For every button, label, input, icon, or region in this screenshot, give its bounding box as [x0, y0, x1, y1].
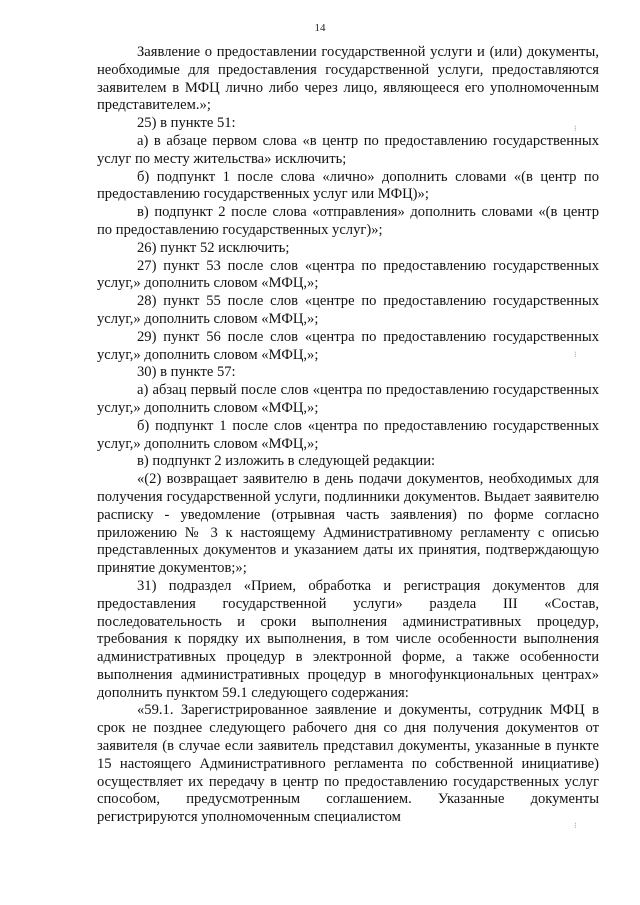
paragraph-item-25a: а) в абзаце первом слова «в центр по предоставлению государственных услуг по месту жительства» исключить;	[97, 132, 599, 167]
paragraph-item-30a: а) абзац первый после слов «центра по предоставлению государственных услуг,» дополнить словом «МФЦ,»;	[97, 382, 599, 416]
scan-speck: ⁝	[574, 124, 577, 133]
paragraph-item-30v: в) подпункт 2 изложить в следующей редакции:	[137, 453, 436, 470]
paragraph-item-28: 28) пункт 55 после слов «центре по предоставлению государственных услуг,» дополнить словом «МФЦ,»;	[97, 293, 599, 327]
paragraph-item-27: 27) пункт 53 после слов «центра по предоставлению государственных услуг,» дополнить словом «МФЦ,»;	[97, 257, 599, 292]
document-body	[97, 44, 599, 827]
paragraph-item-25v: в) подпункт 2 после слова «отправления» дополнить словами «(в центр по предоставлению государственных услуг)»;	[97, 204, 599, 238]
paragraph-item-25: 25) в пункте 51:	[137, 115, 236, 132]
scan-speck: ⁝	[574, 350, 577, 359]
paragraph-application-submission: Заявление о предоставлении государственной услуги и (или) документы, необходимые для предоставления государственной услуги, предоставляются заявителем в МФЦ лично либо через лицо, являющееся его уполномоченным представителем.»;	[97, 44, 599, 114]
paragraph-item-30b: б) подпункт 1 после слов «центра по предоставлению государственных услуг,» дополнить словом «МФЦ,»;	[97, 417, 599, 452]
paragraph-item-31: 31) подраздел «Прием, обработка и регистрация документов для предоставления государственной услуги» раздела III «Состав, последовательность и сроки выполнения административных процедур, требования к порядку их выполнения, в том числе особенности выполнения административных процедур в электронной форме, а также особенности выполнения административных процедур в многофункциональных центрах» дополнить пунктом 59.1 следующего содержания:	[97, 577, 599, 701]
scan-speck: ⁝	[574, 821, 577, 830]
paragraph-quoted-subitem-2: «(2) возвращает заявителю в день подачи документов, необходимых для получения государственной услуги, подлинники документов. Выдает заявителю расписку - уведомление (отрывная часть заявления) по форме согласно приложению № 3 к настоящему Административному регламенту с описью представленных документов и указанием даты их принятия, подтверждающую принятие документов;»;	[97, 471, 599, 577]
page-number: 14	[314, 22, 326, 34]
paragraph-item-26: 26) пункт 52 исключить;	[137, 239, 290, 256]
paragraph-item-29: 29) пункт 56 после слов «центра по предоставлению государственных услуг,» дополнить словом «МФЦ,»;	[97, 328, 599, 363]
paragraph-item-25b: б) подпункт 1 после слова «лично» дополнить словами «(в центр по предоставлению государственных услуг или МФЦ)»;	[97, 168, 599, 203]
paragraph-item-30: 30) в пункте 57:	[137, 364, 236, 381]
paragraph-quoted-item-59-1: «59.1. Зарегистрированное заявление и документы, сотрудник МФЦ в срок не позднее следующего рабочего дня со дня получения документов от заявителя (в случае если заявитель представил документы, указанные в пункте 15 настоящего Административного регламента по собственной инициативе) осуществляет их передачу в центр по предоставлению государственных услуг способом, предусмотренным соглашением. Указанные документы регистрируются уполномоченным специалистом	[97, 702, 599, 826]
